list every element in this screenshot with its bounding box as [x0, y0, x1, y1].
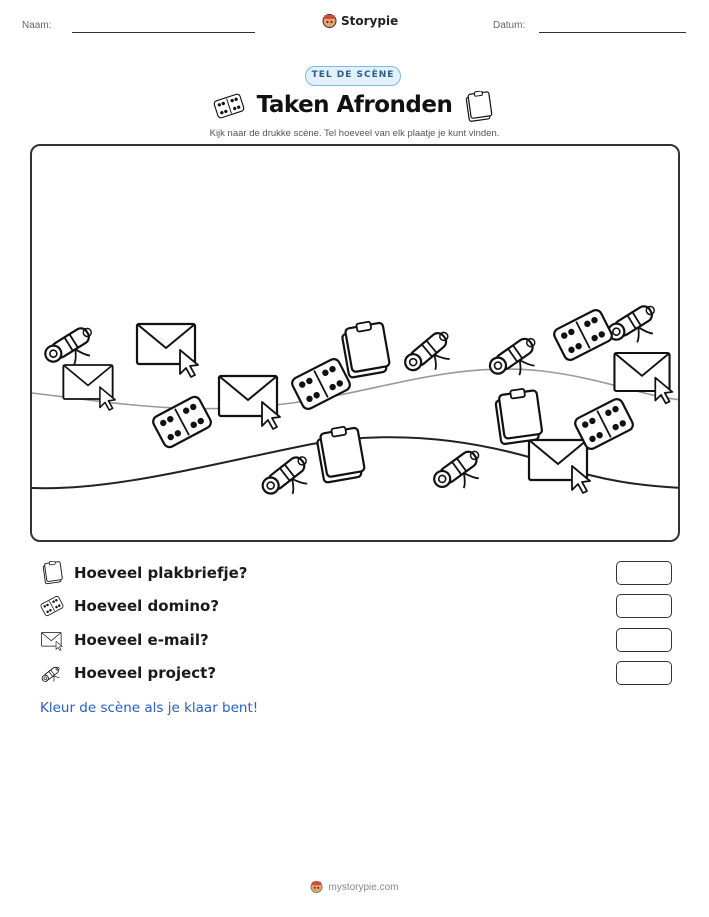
storypie-mascot-icon — [322, 13, 337, 29]
category-badge: TEL DE SCÈNE — [305, 66, 401, 86]
footer-url[interactable]: mystorypie.com — [328, 881, 399, 893]
scroll-icon — [40, 661, 64, 685]
storypie-mascot-icon — [310, 880, 323, 894]
email-icon — [137, 324, 198, 377]
email-icon — [40, 628, 64, 652]
email-icon — [614, 353, 672, 403]
domino-icon — [290, 357, 352, 411]
question-row-domino — [40, 593, 672, 619]
sticky-note-icon — [315, 424, 365, 483]
question-row-email — [40, 627, 672, 653]
answer-box-domino[interactable] — [616, 594, 672, 618]
question-row-project — [40, 660, 672, 686]
question-text: Hoeveel domino? — [74, 597, 220, 615]
name-field[interactable] — [72, 32, 255, 33]
domino-icon — [151, 395, 213, 449]
scroll-icon — [487, 334, 546, 388]
page-footer — [0, 880, 709, 894]
counting-scene[interactable] — [30, 144, 680, 542]
domino-icon — [552, 308, 614, 362]
email-icon — [529, 440, 590, 493]
brand-name: Storypie — [341, 14, 399, 28]
domino-icon — [40, 594, 64, 618]
scroll-icon — [605, 302, 664, 354]
email-icon — [63, 365, 115, 410]
sticky-note-icon — [40, 561, 64, 585]
scroll-icon — [402, 328, 460, 384]
answer-box-sticky-note[interactable] — [616, 561, 672, 585]
scroll-icon — [431, 447, 490, 501]
question-text: Hoeveel plakbriefje? — [74, 564, 248, 582]
date-label: Datum: — [493, 20, 526, 31]
name-label: Naam: — [22, 20, 52, 31]
coloring-instruction: Kleur de scène als je klaar bent! — [40, 700, 259, 716]
page-title: Taken Afronden — [256, 92, 453, 118]
email-icon — [219, 376, 280, 429]
question-text: Hoeveel project? — [74, 664, 217, 682]
answer-box-project[interactable] — [616, 661, 672, 685]
question-text: Hoeveel e-mail? — [74, 631, 209, 649]
brand-logo — [322, 13, 398, 29]
sticky-note-icon — [340, 319, 390, 378]
instructions-subtitle: Kijk naar de drukke scène. Tel hoeveel van elk plaatje je kunt vinden. — [209, 128, 500, 139]
question-row-sticky-note — [40, 560, 672, 586]
sticky-note-icon — [463, 91, 493, 123]
sticky-note-icon — [494, 387, 543, 444]
date-field[interactable] — [539, 32, 686, 33]
scroll-icon — [259, 452, 318, 507]
answer-box-email[interactable] — [616, 628, 672, 652]
